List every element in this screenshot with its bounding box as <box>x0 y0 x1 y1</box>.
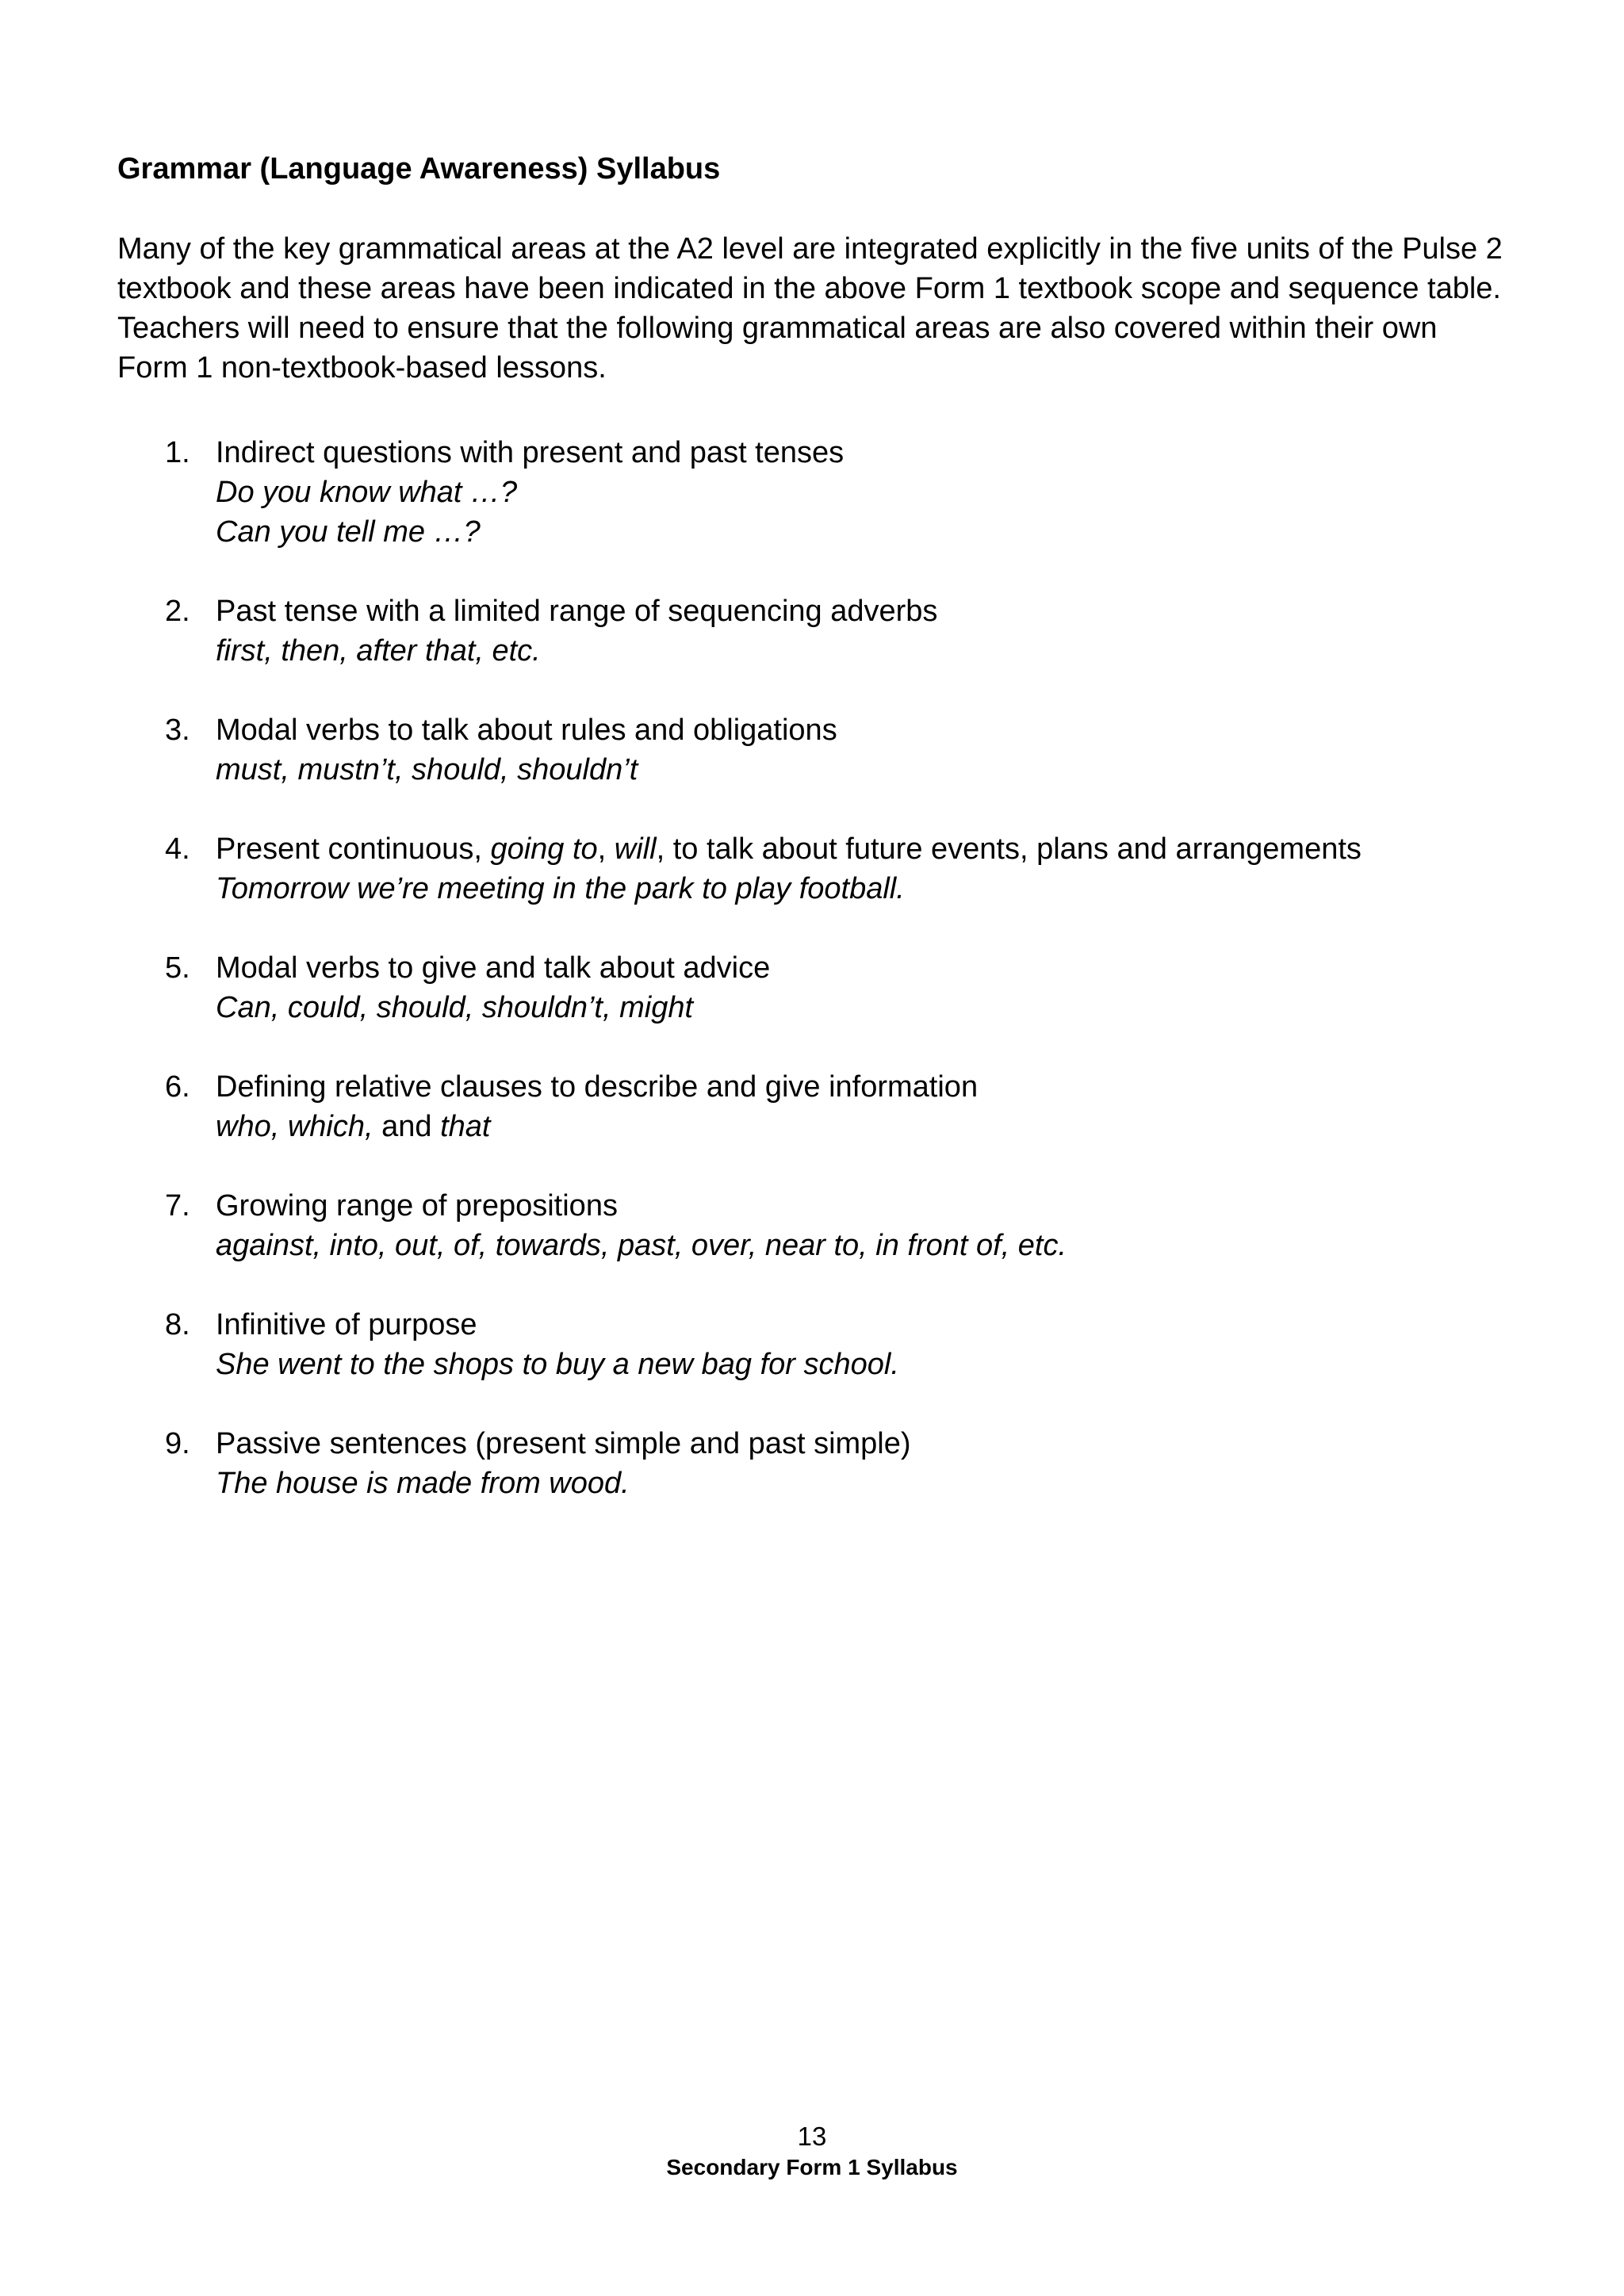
item-title: Passive sentences (present simple and past simple) <box>216 1427 911 1460</box>
intro-paragraph <box>117 229 1513 388</box>
item-title: Modal verbs to give and talk about advice <box>216 951 771 985</box>
item-number: 6. <box>165 1070 190 1104</box>
item-number: 9. <box>165 1427 190 1460</box>
item-title: Indirect questions with present and past tenses <box>216 436 845 469</box>
item-number: 4. <box>165 832 190 866</box>
item-title: Past tense with a limited range of sequencing adverbs <box>216 595 938 628</box>
item-example: She went to the shops to buy a new bag for school. <box>216 1348 899 1381</box>
item-example-part: who, which, <box>216 1110 373 1143</box>
item-title <box>216 829 1362 869</box>
item-example: Can, could, should, shouldn’t, might <box>216 991 694 1024</box>
item-example: against, into, out, of, towards, past, over, near to, in front of, etc. <box>216 1229 1067 1262</box>
item-example: The house is made from wood. <box>216 1467 630 1500</box>
item-number: 5. <box>165 951 190 985</box>
item-title: Growing range of prepositions <box>216 1189 618 1223</box>
item-title-part: Present continuous, <box>216 832 491 866</box>
page-heading: Grammar (Language Awareness) Syllabus <box>117 152 721 186</box>
item-title-part: , to talk about future events, plans and arrangements <box>656 832 1362 866</box>
intro-line: Many of the key grammatical areas at the A2 level are integrated explicitly in the five units of the Pulse 2 <box>117 232 1503 266</box>
item-example-part: and <box>373 1110 441 1143</box>
item-example <box>216 1107 978 1146</box>
item-example-part: that <box>440 1110 491 1143</box>
item-title-part: going to <box>490 832 598 866</box>
intro-line: Teachers will need to ensure that the following grammatical areas are also covered within their own <box>117 312 1438 345</box>
item-number: 8. <box>165 1308 190 1341</box>
item-title-part: , <box>597 832 615 866</box>
item-number: 3. <box>165 714 190 747</box>
item-number: 1. <box>165 436 190 469</box>
item-title: Infinitive of purpose <box>216 1308 477 1341</box>
item-number: 7. <box>165 1189 190 1223</box>
intro-line: textbook and these areas have been indicated in the above Form 1 textbook scope and sequence table. <box>117 272 1501 305</box>
item-number: 2. <box>165 595 190 628</box>
page-number: 13 <box>797 2122 827 2151</box>
item-example: Tomorrow we’re meeting in the park to play football. <box>216 872 905 905</box>
item-title: Modal verbs to talk about rules and obligations <box>216 714 837 747</box>
intro-line: Form 1 non-textbook-based lessons. <box>117 351 607 385</box>
item-title: Defining relative clauses to describe and give information <box>216 1070 979 1104</box>
item-example: Do you know what …? <box>216 476 518 509</box>
item-example: first, then, after that, etc. <box>216 634 541 668</box>
item-title-part: will <box>614 832 657 866</box>
item-example: must, mustn’t, should, shouldn’t <box>216 753 638 786</box>
footer-title: Secondary Form 1 Syllabus <box>666 2155 958 2179</box>
item-example: Can you tell me …? <box>216 515 481 549</box>
